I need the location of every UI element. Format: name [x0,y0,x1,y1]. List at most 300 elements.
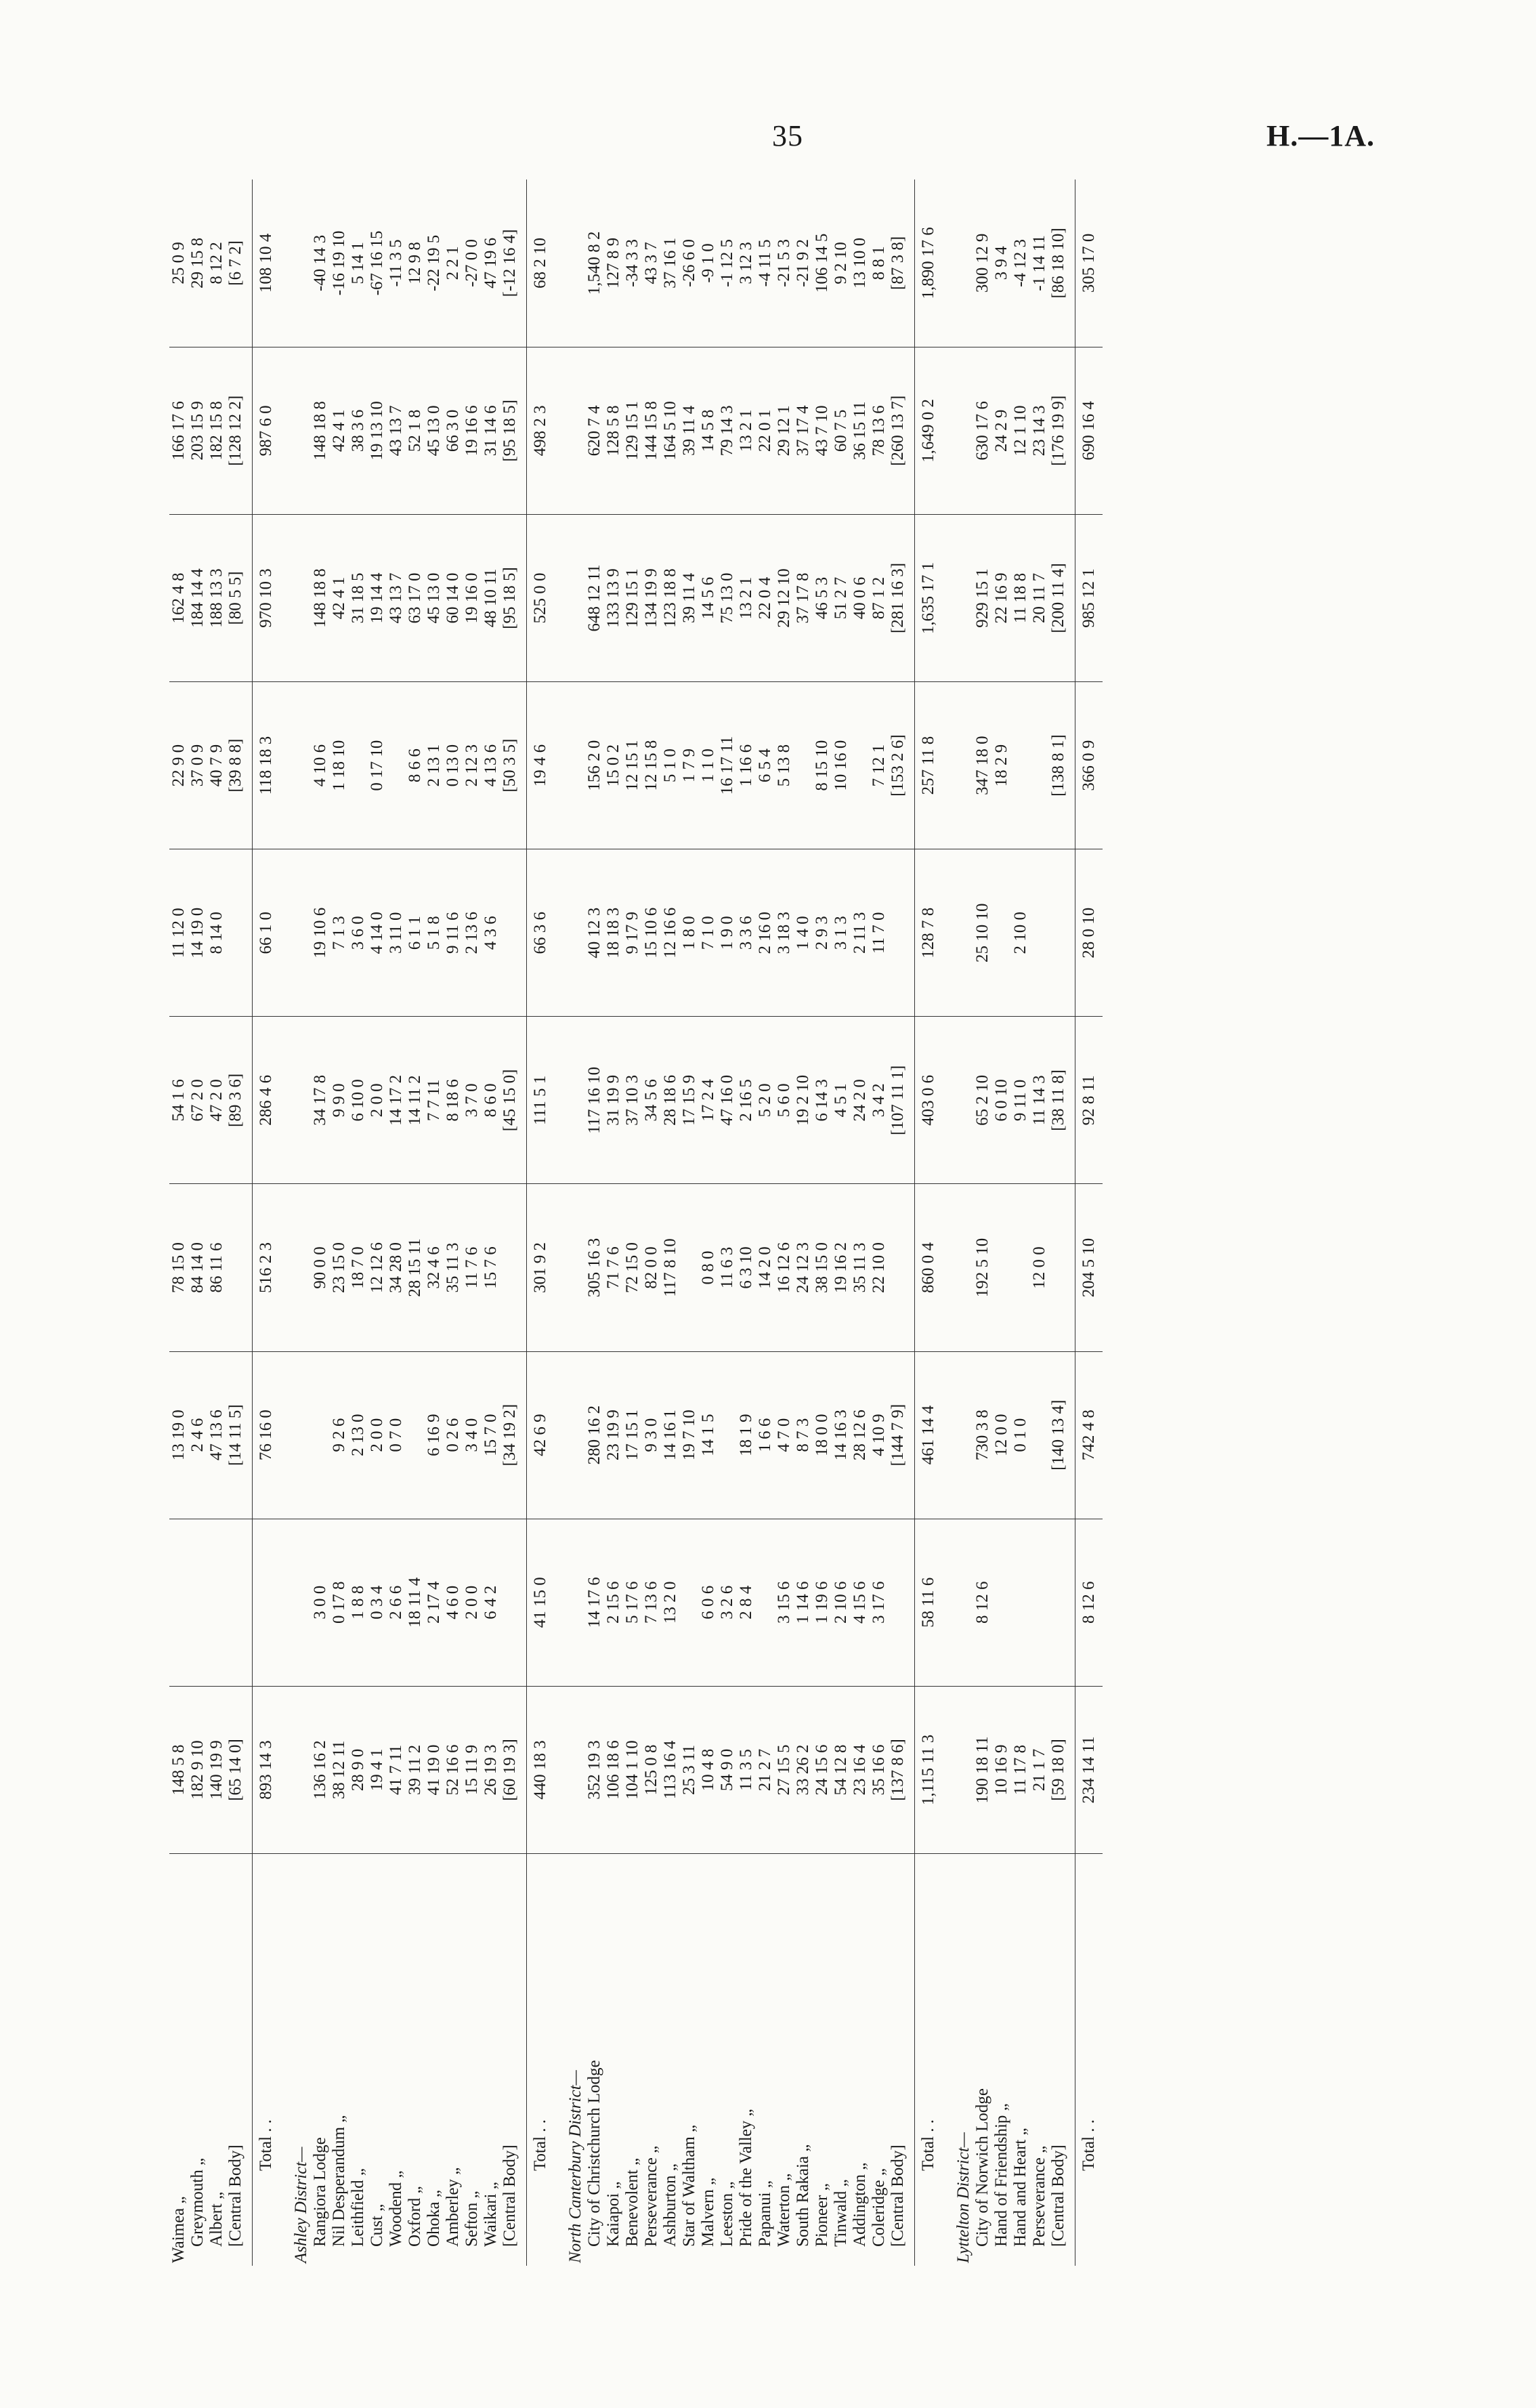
amount-cell: 24 2 9 [992,347,1011,514]
amount-cell: 106 14 5 [813,179,832,347]
amount-cell: 3 4 2 [870,1017,889,1184]
amount-cell: 35 11 3 [444,1184,463,1351]
amount-cell: 9 3 0 [642,1351,661,1519]
amount-cell [280,347,311,514]
table-row [1011,179,1030,2266]
amount-cell: 90 0 0 [311,1184,330,1351]
table-row [699,179,718,2266]
table-row [756,179,775,2266]
row-label: Tinwald „ [832,2179,850,2247]
amount-cell: 156 2 0 [585,682,604,849]
amount-cell: 31 14 6 [482,347,500,514]
amount-cell: 38 15 0 [813,1184,832,1351]
amount-cell: 52 1 8 [406,347,425,514]
amount-cell: 9 11 0 [1011,1017,1030,1184]
amount-cell [1049,1184,1075,1351]
amount-cell: 66 1 0 [253,849,280,1017]
amount-cell: 54 9 0 [718,1686,737,1853]
amount-cell: 516 2 3 [253,1184,280,1351]
amount-cell: 7 13 6 [642,1519,661,1686]
amount-cell: 6 0 6 [699,1519,718,1686]
amount-cell: 9 2 6 [330,1351,349,1519]
amount-cell: -4 11 5 [756,179,775,347]
amount-cell: 144 15 8 [642,347,661,514]
row-label: Star of Waltham „ [680,2124,698,2247]
amount-cell: 461 14 4 [915,1351,943,1519]
amount-cell: 204 5 10 [1075,1184,1103,1351]
amount-cell: 47 2 0 [207,1017,226,1184]
amount-cell: 15 11 9 [463,1686,482,1853]
amount-cell: [137 8 6] [889,1686,915,1853]
amount-cell: 46 5 3 [813,514,832,681]
table-row [737,179,756,2266]
table-row [1030,179,1049,2266]
row-label: Total . . [1075,1854,1103,2266]
row-label: Hand of Friendship „ [992,2103,1010,2247]
row-label: Oxford „ [406,2186,424,2247]
amount-cell: 14 17 2 [387,1017,406,1184]
amount-cell: 630 17 6 [973,347,992,514]
amount-cell: [260 13 7] [889,347,915,514]
amount-cell: 106 18 6 [604,1686,623,1853]
amount-cell: 14 17 6 [585,1519,604,1686]
amount-cell: 3 9 4 [992,179,1011,347]
amount-cell: 37 0 9 [188,682,207,849]
amount-cell: 12 1 10 [1011,347,1030,514]
amount-cell: 286 4 6 [253,1017,280,1184]
amount-cell: 6 5 4 [756,682,775,849]
amount-cell: [87 3 8] [889,179,915,347]
amount-cell: 40 7 9 [207,682,226,849]
amount-cell [500,1184,527,1351]
amount-cell [942,514,973,681]
amount-cell: 1,540 8 2 [585,179,604,347]
lodge-accounts-table [169,179,1103,2266]
amount-cell: 6 4 2 [482,1519,500,1686]
amount-cell: 52 16 6 [444,1686,463,1853]
amount-cell: 17 2 4 [699,1017,718,1184]
amount-cell: 2 13 1 [425,682,444,849]
amount-cell: 82 0 0 [642,1184,661,1351]
amount-cell: 22 9 0 [169,682,188,849]
amount-cell: 0 1 0 [1011,1351,1030,1519]
amount-cell: 14 11 2 [406,1017,425,1184]
amount-cell: 12 15 8 [642,682,661,849]
amount-cell: 11 17 8 [1011,1686,1030,1853]
table-row [642,179,661,2266]
amount-cell [226,1519,253,1686]
amount-cell: 123 18 8 [661,514,680,681]
row-label: Ashburton „ [661,2163,679,2247]
amount-cell: 86 11 6 [207,1184,226,1351]
amount-cell [992,1184,1011,1351]
amount-cell: 28 0 10 [1075,849,1103,1017]
amount-cell: 38 3 6 [349,347,368,514]
amount-cell: 0 17 8 [330,1519,349,1686]
amount-cell [942,1184,973,1351]
amount-cell: 72 15 0 [623,1184,642,1351]
row-label: Hand and Heart „ [1011,2128,1029,2247]
amount-cell: -11 3 5 [387,179,406,347]
table-row [330,179,349,2266]
amount-cell [554,514,585,681]
amount-cell: 1 4 0 [794,849,813,1017]
amount-cell: 190 18 11 [973,1686,992,1853]
amount-cell [1049,849,1075,1017]
row-label: Albert „ [207,2191,226,2247]
amount-cell: 25 3 11 [680,1686,699,1853]
row-label: Pride of the Valley „ [737,2109,755,2247]
amount-cell [280,179,311,347]
amount-cell: 12 0 0 [1030,1184,1049,1351]
amount-cell: 7 12 1 [870,682,889,849]
amount-cell: 648 12 11 [585,514,604,681]
amount-cell: 16 12 6 [775,1184,794,1351]
amount-cell: 136 16 2 [311,1686,330,1853]
amount-cell: 352 19 3 [585,1686,604,1853]
amount-cell: -34 3 3 [623,179,642,347]
amount-cell: 8 15 10 [813,682,832,849]
amount-cell: 18 1 9 [737,1351,756,1519]
total-row [1075,179,1103,2266]
table-row [444,179,463,2266]
amount-cell: [95 18 5] [500,514,527,681]
amount-cell: 2 13 6 [463,849,482,1017]
amount-cell: 4 3 6 [482,849,500,1017]
amount-cell: 2 0 0 [463,1519,482,1686]
amount-cell: 41 15 0 [527,1519,555,1686]
amount-cell: 79 14 3 [718,347,737,514]
amount-cell: 42 6 9 [527,1351,555,1519]
amount-cell [992,849,1011,1017]
amount-cell: 133 13 9 [604,514,623,681]
amount-cell: 8 12 2 [207,179,226,347]
amount-cell: 87 1 2 [870,514,889,681]
table-row [973,179,992,2266]
amount-cell: 5 14 1 [349,179,368,347]
amount-cell [718,1351,737,1519]
row-label: Perseverance „ [1030,2145,1048,2247]
amount-cell: 2 10 0 [1011,849,1030,1017]
amount-cell: 25 10 10 [973,849,992,1017]
amount-cell: 39 11 2 [406,1686,425,1853]
amount-cell: 22 10 0 [870,1184,889,1351]
amount-cell: 37 17 4 [794,347,813,514]
amount-cell: 2 12 3 [463,682,482,849]
amount-cell [554,1184,585,1351]
amount-cell: 10 4 8 [699,1686,718,1853]
amount-cell: 192 5 10 [973,1184,992,1351]
amount-cell: 4 5 1 [832,1017,851,1184]
amount-cell: 47 16 0 [718,1017,737,1184]
amount-cell: 51 2 7 [832,514,851,681]
amount-cell: [144 7 9] [889,1351,915,1519]
amount-cell: 134 19 9 [642,514,661,681]
amount-cell: 13 2 0 [661,1519,680,1686]
amount-cell: 970 10 3 [253,514,280,681]
amount-cell: 54 1 6 [169,1017,188,1184]
amount-cell: 9 9 0 [330,1017,349,1184]
table-row [463,179,482,2266]
amount-cell: 2 2 1 [444,179,463,347]
amount-cell: 440 18 3 [527,1686,555,1853]
amount-cell: 23 19 9 [604,1351,623,1519]
amount-cell: 67 2 0 [188,1017,207,1184]
amount-cell: 3 15 6 [775,1519,794,1686]
table-row [207,179,226,2266]
amount-cell: 11 14 3 [1030,1017,1049,1184]
amount-cell: 730 3 8 [973,1351,992,1519]
amount-cell: 2 0 0 [368,1017,387,1184]
amount-cell: 108 10 4 [253,179,280,347]
amount-cell [554,347,585,514]
amount-cell: 14 1 5 [699,1351,718,1519]
amount-cell: -1 12 5 [718,179,737,347]
amount-cell: 19 7 10 [680,1351,699,1519]
amount-cell: -21 9 2 [794,179,813,347]
total-row [527,179,555,2266]
table-row [794,179,813,2266]
amount-cell: 37 16 1 [661,179,680,347]
amount-cell: [281 16 3] [889,514,915,681]
amount-cell: 60 7 5 [832,347,851,514]
amount-cell: 3 0 0 [311,1519,330,1686]
amount-cell [942,347,973,514]
amount-cell: 6 10 0 [349,1017,368,1184]
amount-cell: 0 7 0 [387,1351,406,1519]
amount-cell: 11 7 6 [463,1184,482,1351]
amount-cell [554,1686,585,1853]
amount-cell: 41 19 0 [425,1686,444,1853]
amount-cell: 4 10 9 [870,1351,889,1519]
rotated-financial-table [169,179,1382,2266]
amount-cell: [128 12 2] [226,347,253,514]
row-label: Rangiora Lodge [311,2137,329,2247]
amount-cell: 9 17 9 [623,849,642,1017]
amount-cell [756,1519,775,1686]
amount-cell: 42 4 1 [330,514,349,681]
amount-cell: 19 13 10 [368,347,387,514]
amount-cell: 8 12 6 [1075,1519,1103,1686]
amount-cell: 164 5 10 [661,347,680,514]
amount-cell: 117 8 10 [661,1184,680,1351]
row-label: Perseverance „ [642,2145,660,2247]
amount-cell: 12 0 0 [992,1351,1011,1519]
amount-cell: 25 0 9 [169,179,188,347]
amount-cell: 13 2 1 [737,347,756,514]
amount-cell: 8 6 0 [482,1017,500,1184]
amount-cell [554,849,585,1017]
table-row [585,179,604,2266]
amount-cell: 29 12 1 [775,347,794,514]
table-row [623,179,642,2266]
amount-cell: 3 2 6 [718,1519,737,1686]
table-row [775,179,794,2266]
row-label: City of Norwich Lodge [973,2088,991,2247]
amount-cell: 45 13 0 [425,347,444,514]
amount-cell [406,1351,425,1519]
amount-cell: 5 6 0 [775,1017,794,1184]
amount-cell: 6 16 9 [425,1351,444,1519]
amount-cell: 148 18 8 [311,347,330,514]
amount-cell: 127 8 9 [604,179,623,347]
amount-cell [851,682,870,849]
amount-cell: 19 4 1 [368,1686,387,1853]
amount-cell: 6 3 10 [737,1184,756,1351]
amount-cell: 860 0 4 [915,1184,943,1351]
amount-cell: 63 17 0 [406,514,425,681]
amount-cell: -9 1 0 [699,179,718,347]
amount-cell: 22 16 9 [992,514,1011,681]
amount-cell: 525 0 0 [527,514,555,681]
amount-cell: 403 0 6 [915,1017,943,1184]
table-row [368,179,387,2266]
amount-cell: 3 7 0 [463,1017,482,1184]
amount-cell: 34 28 0 [387,1184,406,1351]
row-label: Waikari „ [482,2182,500,2247]
amount-cell: 5 1 8 [425,849,444,1017]
amount-cell: 27 15 5 [775,1686,794,1853]
amount-cell: 8 18 6 [444,1017,463,1184]
amount-cell: 257 11 8 [915,682,943,849]
amount-cell: 366 0 9 [1075,682,1103,849]
amount-cell: 26 19 3 [482,1686,500,1853]
amount-cell: 28 9 0 [349,1686,368,1853]
amount-cell: 3 11 0 [387,849,406,1017]
amount-cell: 111 5 1 [527,1017,555,1184]
amount-cell: 5 1 0 [661,682,680,849]
amount-cell: 5 13 8 [775,682,794,849]
amount-cell: 19 4 6 [527,682,555,849]
amount-cell: 1 7 9 [680,682,699,849]
amount-cell: 620 7 4 [585,347,604,514]
amount-cell: 3 6 0 [349,849,368,1017]
amount-cell: 65 2 10 [973,1017,992,1184]
amount-cell: 117 16 10 [585,1017,604,1184]
row-label: Sefton „ [463,2191,481,2247]
amount-cell: [176 19 9] [1049,347,1075,514]
amount-cell: 17 15 9 [680,1017,699,1184]
amount-cell [1030,1351,1049,1519]
amount-cell: -22 19 5 [425,179,444,347]
amount-cell [942,849,973,1017]
table-row [661,179,680,2266]
row-label: [Central Body] [889,2145,907,2247]
amount-cell: -4 12 3 [1011,179,1030,347]
amount-cell: 71 7 6 [604,1184,623,1351]
row-label: Total . . [527,1854,555,2266]
amount-cell: 118 18 3 [253,682,280,849]
row-label: Total . . [915,1854,943,2266]
amount-cell: 8 12 6 [973,1519,992,1686]
amount-cell: 34 17 8 [311,1017,330,1184]
amount-cell: [-12 16 4] [500,179,527,347]
amount-cell: 43 13 7 [387,514,406,681]
row-label: City of Christchurch Lodge [585,2060,603,2247]
amount-cell: 128 7 8 [915,849,943,1017]
amount-cell: 76 16 0 [253,1351,280,1519]
amount-cell: 1 8 0 [680,849,699,1017]
amount-cell [207,1519,226,1686]
amount-cell: 37 17 8 [794,514,813,681]
amount-cell: 280 16 2 [585,1351,604,1519]
amount-cell: 29 15 8 [188,179,207,347]
amount-cell [1011,1519,1030,1686]
amount-cell: 15 7 6 [482,1184,500,1351]
amount-cell [280,849,311,1017]
row-label: Waimea „ [169,2196,188,2263]
amount-cell: 20 11 7 [1030,514,1049,681]
amount-cell: 125 0 8 [642,1686,661,1853]
amount-cell: 22 0 1 [756,347,775,514]
amount-cell: 985 12 1 [1075,514,1103,681]
amount-cell: 1,890 17 6 [915,179,943,347]
amount-cell: 498 2 3 [527,347,555,514]
amount-cell: 148 5 8 [169,1686,188,1853]
amount-cell [1030,1519,1049,1686]
amount-cell: 5 17 6 [623,1519,642,1686]
amount-cell: 2 15 6 [604,1519,623,1686]
amount-cell: 742 4 8 [1075,1351,1103,1519]
amount-cell: 182 15 8 [207,347,226,514]
amount-cell: 40 0 6 [851,514,870,681]
amount-cell: 11 7 0 [870,849,889,1017]
amount-cell: [39 8 8] [226,682,253,849]
amount-cell: 34 5 6 [642,1017,661,1184]
total-row [253,179,280,2266]
amount-cell: 2 10 6 [832,1519,851,1686]
row-label: Total . . [253,1854,280,2266]
amount-cell: 19 10 6 [311,849,330,1017]
amount-cell: 1,635 17 1 [915,514,943,681]
row-label: Nil Desperandum „ [330,2115,348,2247]
amount-cell: 2 16 0 [756,849,775,1017]
amount-cell [226,1184,253,1351]
table-row [832,179,851,2266]
table-row [387,179,406,2266]
amount-cell: 9 11 6 [444,849,463,1017]
table-row [169,179,188,2266]
amount-cell [1030,682,1049,849]
amount-cell: 7 7 11 [425,1017,444,1184]
amount-cell: 1 16 6 [737,682,756,849]
amount-cell: 128 5 8 [604,347,623,514]
amount-cell: 0 3 4 [368,1519,387,1686]
amount-cell: 15 7 0 [482,1351,500,1519]
row-label: Papanui „ [756,2180,774,2247]
row-label: Greymouth „ [188,2157,207,2247]
amount-cell: [107 11 1] [889,1017,915,1184]
amount-cell: 23 15 0 [330,1184,349,1351]
table-row [349,179,368,2266]
amount-cell: 16 17 11 [718,682,737,849]
amount-cell: [45 15 0] [500,1017,527,1184]
amount-cell [500,1519,527,1686]
amount-cell: 24 2 0 [851,1017,870,1184]
table-row [311,179,330,2266]
amount-cell: 21 2 7 [756,1686,775,1853]
amount-cell: 47 19 6 [482,179,500,347]
table-row [406,179,425,2266]
table-row [680,179,699,2266]
amount-cell: 60 14 0 [444,514,463,681]
amount-cell [387,682,406,849]
amount-cell: 38 12 11 [330,1686,349,1853]
amount-cell: 1,649 0 2 [915,347,943,514]
amount-cell: [38 11 8] [1049,1017,1075,1184]
amount-cell: 234 14 11 [1075,1686,1103,1853]
amount-cell: 1 18 10 [330,682,349,849]
